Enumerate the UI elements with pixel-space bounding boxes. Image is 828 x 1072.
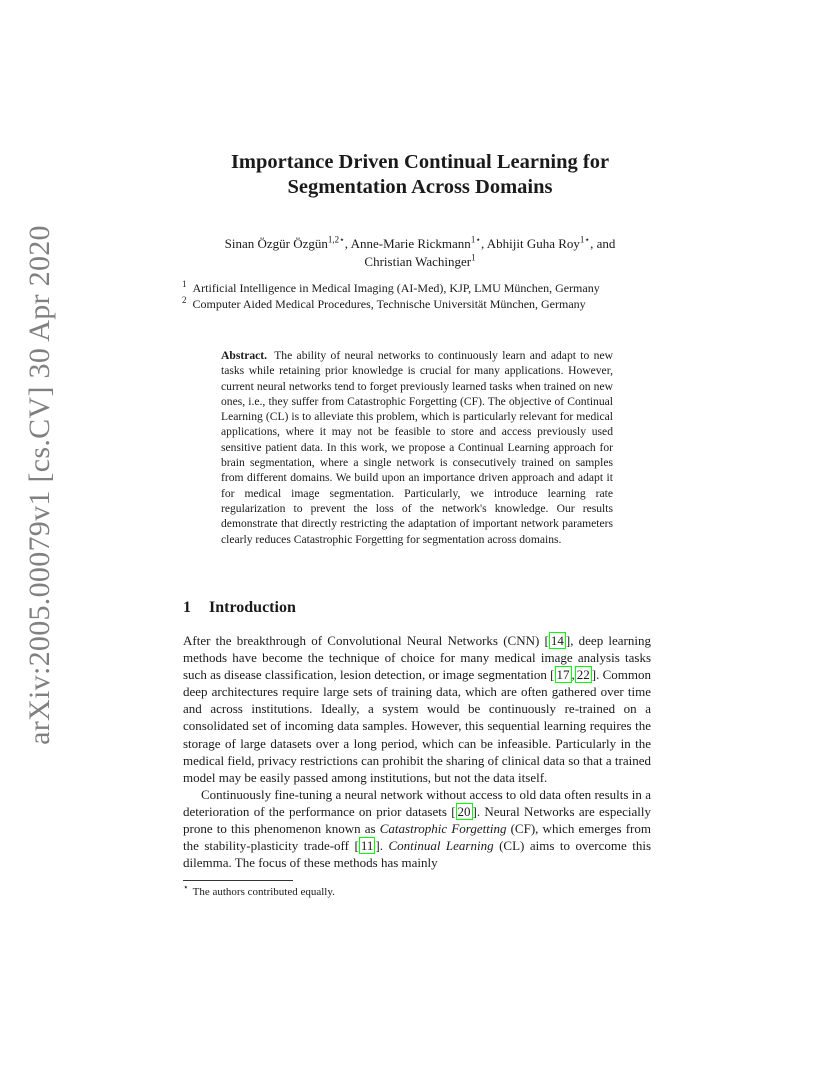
author-affil-mark: 1⋆ bbox=[470, 234, 481, 245]
arxiv-identifier bbox=[20, 225, 60, 745]
text-run: Continuously fine-tuning a neural network without access to old data often results in a deterioration of the performance on prior datasets bbox=[183, 786, 651, 819]
affiliation-item bbox=[182, 296, 662, 312]
author-affil-mark: 1 bbox=[471, 252, 476, 263]
paper-title bbox=[160, 150, 680, 200]
author-list: Sinan Özgür Özgün$^{1,2⋆}$, Anne-Marie Rickmann$^{1⋆}$, Abhijit Guha Roy$^{1⋆}$, and Christian Wachinger$^1$ bbox=[224, 234, 616, 269]
author-name: Abhijit Guha Roy bbox=[486, 236, 580, 251]
author-name: Sinan Özgür Özgün bbox=[224, 236, 328, 251]
citation-link[interactable]: 17 bbox=[556, 667, 570, 683]
affiliation-number: 1 bbox=[182, 279, 187, 289]
section-number: 1 bbox=[183, 599, 191, 616]
affiliation-number: 2 bbox=[182, 295, 187, 305]
author-affil-mark: 1⋆ bbox=[579, 234, 591, 245]
footnote-divider bbox=[183, 880, 293, 881]
introduction-body bbox=[183, 632, 651, 871]
author-conjunction: and bbox=[596, 236, 616, 251]
abstract bbox=[221, 348, 613, 547]
citation-link[interactable]: 20 bbox=[457, 803, 471, 819]
affiliation-item bbox=[182, 280, 662, 296]
emphasis-term: Catastrophic Forgetting bbox=[379, 821, 507, 837]
author-name: Christian Wachinger bbox=[364, 254, 472, 269]
text-run: (CL) aims to overcome this dilemma. The focus of these methods has mainly bbox=[183, 838, 652, 871]
abstract-text: The ability of neural networks to continuously learn and adapt to new tasks while retaining prior knowledge is crucial for many applications. However, current neural networks tend to forget previously learned tasks when trained on new ones, i.e., they suffer from Catastrophic Forgetting (CF). The objective of Continual Learning (CL) is to alleviate this problem, which is particularly relevant for medical applications, where it may not be feasible to store and access previously used sensitive patient data. In this work, we propose a Continual Learning approach for brain segmentation, where a single network is consecutively trained on samples from different domains. We build upon an importance driven approach and adapt it for medical image segmentation. Particularly, we introduce learning rate regularization to prevent the loss of the network's knowledge. Our results demonstrate that directly restricting the adaptation of important network parameters clearly reduces Catastrophic Forgetting for segmentation across domains. bbox=[221, 349, 613, 546]
author-affil-mark: 1,2⋆ bbox=[327, 234, 345, 245]
citation-link[interactable]: 14 bbox=[550, 633, 564, 648]
text-run: . Common deep architectures require large sets of training data, which are often gathered over time and across institutions. Ideally, a system would be continuously re-trained on a consolidated set of incoming data samples. However, this sequential learning requires the storage of large datasets over a long period, which can be infeasible. Particularly in the medical field, privacy restrictions can prohibit the sharing of clinical data so that a trained model may be easily passed among institutions, but not the data itself. bbox=[183, 667, 651, 785]
text-run: . Neural Networks are especially prone to this phenomenon known as bbox=[183, 803, 651, 837]
text-run: . bbox=[379, 838, 389, 854]
citation-link[interactable]: 22 bbox=[576, 667, 590, 683]
paper-title-line1: Importance Driven Continual Learning for bbox=[230, 151, 610, 173]
arxiv-identifier-text: arXiv:2005.00079v1 [cs.CV] 30 Apr 2020 bbox=[23, 225, 56, 745]
paper-title-line2: Segmentation Across Domains bbox=[287, 176, 553, 198]
affiliation-list bbox=[182, 280, 662, 312]
footnote-mark: ⋆ bbox=[183, 882, 189, 893]
emphasis-term: Continual Learning bbox=[388, 838, 494, 854]
footnote-text: The authors contributed equally. bbox=[192, 886, 335, 898]
section-heading bbox=[183, 598, 296, 618]
author-name: Anne-Marie Rickmann bbox=[350, 236, 471, 251]
abstract-label: Abstract. bbox=[221, 349, 268, 362]
footnote bbox=[183, 882, 335, 899]
affiliation-text: Computer Aided Medical Procedures, Technische Universität München, Germany bbox=[192, 297, 586, 311]
affiliation-text: Artificial Intelligence in Medical Imaging (AI-Med), KJP, LMU München, Germany bbox=[192, 281, 600, 295]
paragraph: Continuously fine-tuning a neural network without access to old data often results in a deterioration of the performance on prior datasets [ 20 ]. Neural Networks are especially prone to this phenomenon known as Catastrophic Forgetting (CF), which emerges from the stability-plasticity trade-off [ 11 ]. Continual Learning (CL) aims to overcome this dilemma. The focus of these methods has mainly bbox=[183, 786, 652, 871]
citation-link[interactable]: 11 bbox=[360, 838, 374, 854]
section-title: Introduction bbox=[209, 599, 296, 616]
paragraph: After the breakthrough of Convolutional Neural Networks (CNN) [ 14 ], deep learning methods have become the technique of choice for many medical image analysis tasks such as disease classification, lesion detection, or image segmentation [ 17 , 22 ]. Common deep architectures require large sets of training data, which are often gathered over time and across institutions. Ideally, a system would be continuously re-trained on a consolidated set of incoming data samples. However, this sequential learning requires the storage of large datasets over a long period, which can be infeasible. Particularly in the medical field, privacy restrictions can prohibit the sharing of clinical data so that a trained model may be easily passed among institutions, but not the data itself. bbox=[183, 633, 651, 785]
text-run: , deep learning methods have become the technique of choice for many medical image analysis tasks such as disease classification, lesion detection, or image segmentation bbox=[183, 633, 651, 683]
text-run: (CF), which emerges from the stability-plasticity trade-off bbox=[183, 821, 651, 854]
text-run: After the breakthrough of Convolutional Neural Networks (CNN) bbox=[183, 633, 545, 648]
